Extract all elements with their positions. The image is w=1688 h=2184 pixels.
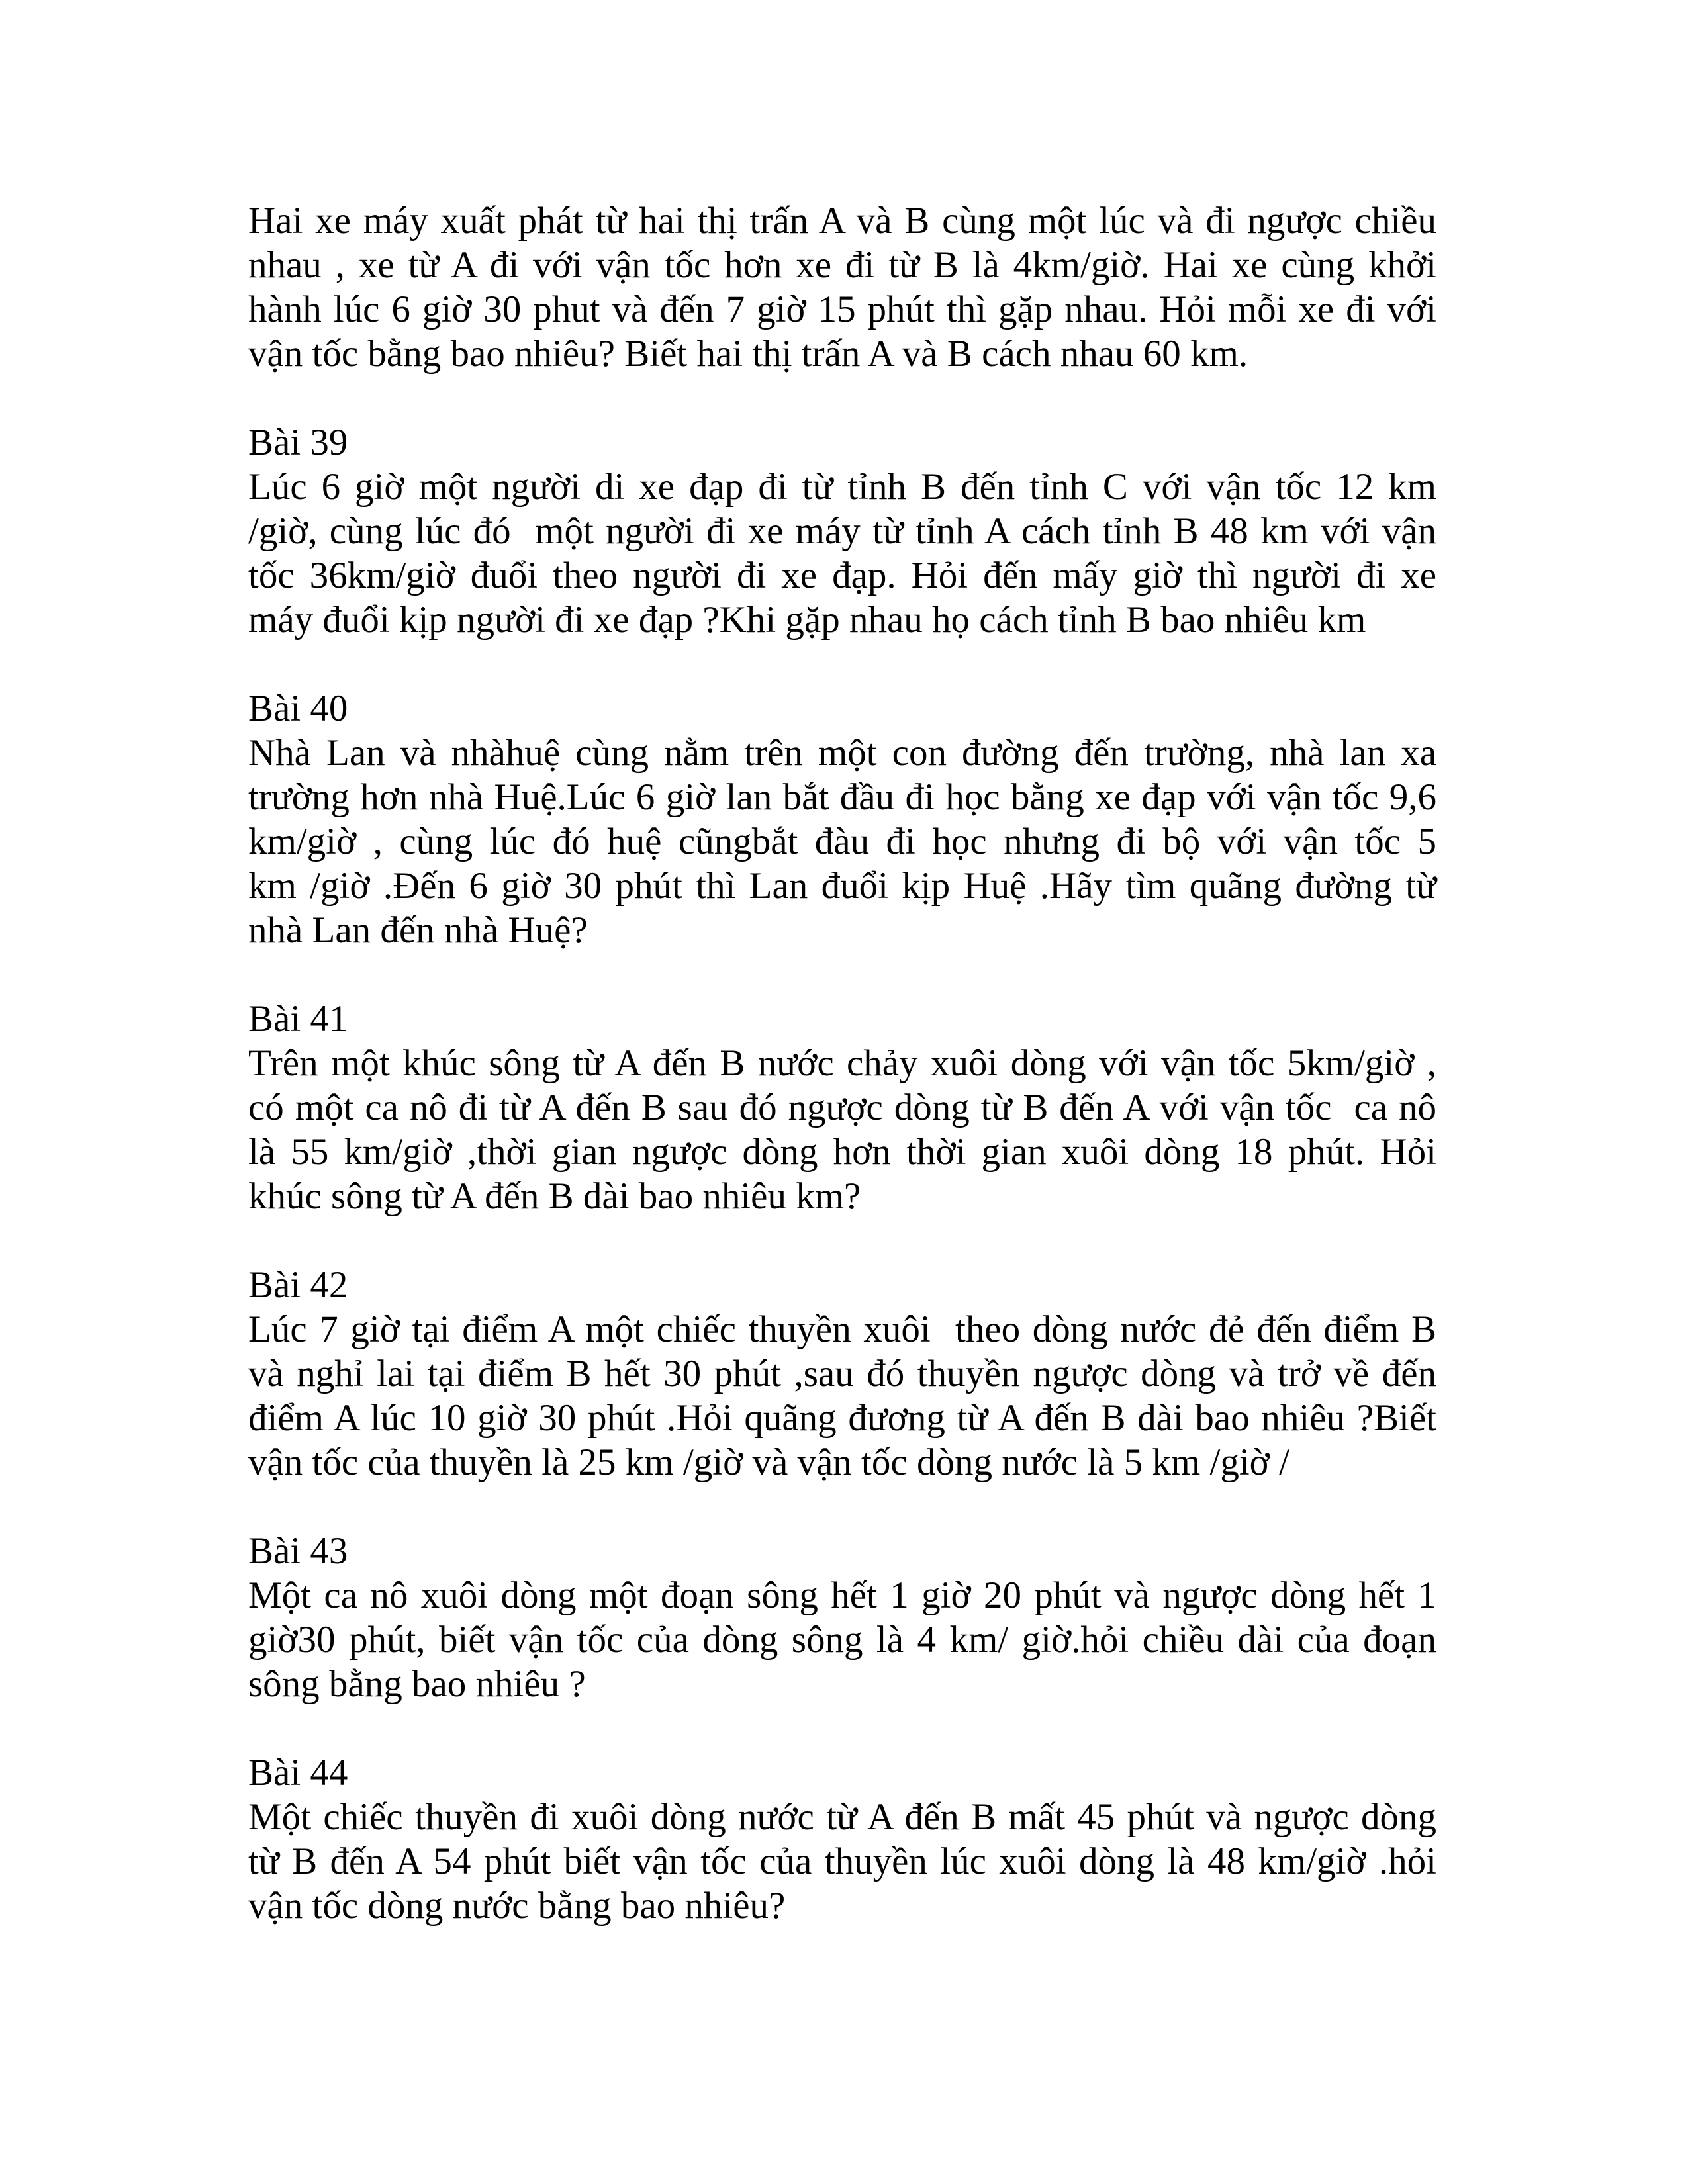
section-heading: Bài 41 (248, 998, 348, 1040)
text-line: hành lúc 6 giờ 30 phut và đến 7 giờ 15 phút thì gặp nhau. Hỏi mỗi xe đi với (248, 289, 1436, 330)
text-line: vận tốc bằng bao nhiêu? Biết hai thị trấn A và B cách nhau 60 km. (248, 333, 1248, 375)
text-line: giờ30 phút, biết vận tốc của dòng sông là 4 km/ giờ.hỏi chiều dài của đoạn (248, 1619, 1436, 1661)
text-line: Hai xe máy xuất phát từ hai thị trấn A và B cùng một lúc và đi ngược chiều (248, 200, 1436, 242)
text-line: Trên một khúc sông từ A đến B nước chảy xuôi dòng với vận tốc 5km/giờ , (248, 1042, 1436, 1084)
text-line: Một ca nô xuôi dòng một đoạn sông hết 1 giờ 20 phút và ngược dòng hết 1 (248, 1574, 1436, 1616)
text-line: Lúc 6 giờ một người di xe đạp đi từ tỉnh B đến tỉnh C với vận tốc 12 km (248, 466, 1436, 508)
section-heading: Bài 43 (248, 1530, 348, 1572)
section-bai-44 (248, 1751, 1436, 1928)
section-bai-39 (248, 420, 1436, 642)
section-bai-43 (248, 1529, 1436, 1706)
text-line: là 55 km/giờ ,thời gian ngược dòng hơn thời gian xuôi dòng 18 phút. Hỏi (248, 1131, 1436, 1173)
text-line: nhau , xe từ A đi với vận tốc hơn xe đi từ B là 4km/giờ. Hai xe cùng khởi (248, 244, 1436, 286)
text-line: điểm A lúc 10 giờ 30 phút .Hỏi quãng đương từ A đến B dài bao nhiêu ?Biết (248, 1397, 1436, 1439)
section-heading: Bài 44 (248, 1752, 348, 1794)
text-line: khúc sông từ A đến B dài bao nhiêu km? (248, 1175, 861, 1217)
text-line: từ B đến A 54 phút biết vận tốc của thuyền lúc xuôi dòng là 48 km/giờ .hỏi (248, 1841, 1436, 1882)
text-line: và nghỉ lai tại điểm B hết 30 phút ,sau đó thuyền ngược dòng và trở về đến (248, 1353, 1436, 1394)
text-line: trường hơn nhà Huệ.Lúc 6 giờ lan bắt đầu đi học bằng xe đạp với vận tốc 9,6 (248, 776, 1436, 818)
section-bai-41 (248, 997, 1436, 1218)
text-line: Nhà Lan và nhàhuệ cùng nằm trên một con đường đến trường, nhà lan xa (248, 732, 1436, 774)
section-heading: Bài 39 (248, 422, 348, 463)
text-line: sông bằng bao nhiêu ? (248, 1663, 586, 1705)
text-line: có một ca nô đi từ A đến B sau đó ngược dòng từ B đến A với vận tốc ca nô (248, 1087, 1436, 1128)
text-line: máy đuổi kịp người đi xe đạp ?Khi gặp nhau họ cách tỉnh B bao nhiêu km (248, 599, 1366, 641)
text-line: /giờ, cùng lúc đó một người đi xe máy từ tỉnh A cách tỉnh B 48 km với vận (248, 510, 1436, 552)
intro-paragraph (248, 199, 1436, 376)
text-line: vận tốc của thuyền là 25 km /giờ và vận tốc dòng nước là 5 km /giờ / (248, 1441, 1289, 1483)
text-line: tốc 36km/giờ đuổi theo người đi xe đạp. Hỏi đến mấy giờ thì người đi xe (248, 555, 1436, 596)
text-line: Lúc 7 giờ tại điểm A một chiếc thuyền xuôi theo dòng nước đẻ đến điểm B (248, 1308, 1436, 1350)
section-bai-42 (248, 1263, 1436, 1484)
text-line: Một chiếc thuyền đi xuôi dòng nước từ A đến B mất 45 phút và ngược dòng (248, 1796, 1436, 1838)
section-bai-40 (248, 686, 1436, 952)
text-line: km /giờ .Đến 6 giờ 30 phút thì Lan đuổi kịp Huệ .Hãy tìm quãng đường từ (248, 865, 1436, 907)
section-heading: Bài 40 (248, 688, 348, 729)
text-line: km/giờ , cùng lúc đó huệ cũngbắt đàu đi học nhưng đi bộ với vận tốc 5 (248, 821, 1436, 862)
text-line: nhà Lan đến nhà Huệ? (248, 909, 588, 951)
document-body (248, 199, 1436, 1928)
text-line: vận tốc dòng nước bằng bao nhiêu? (248, 1885, 786, 1927)
section-heading: Bài 42 (248, 1264, 348, 1306)
